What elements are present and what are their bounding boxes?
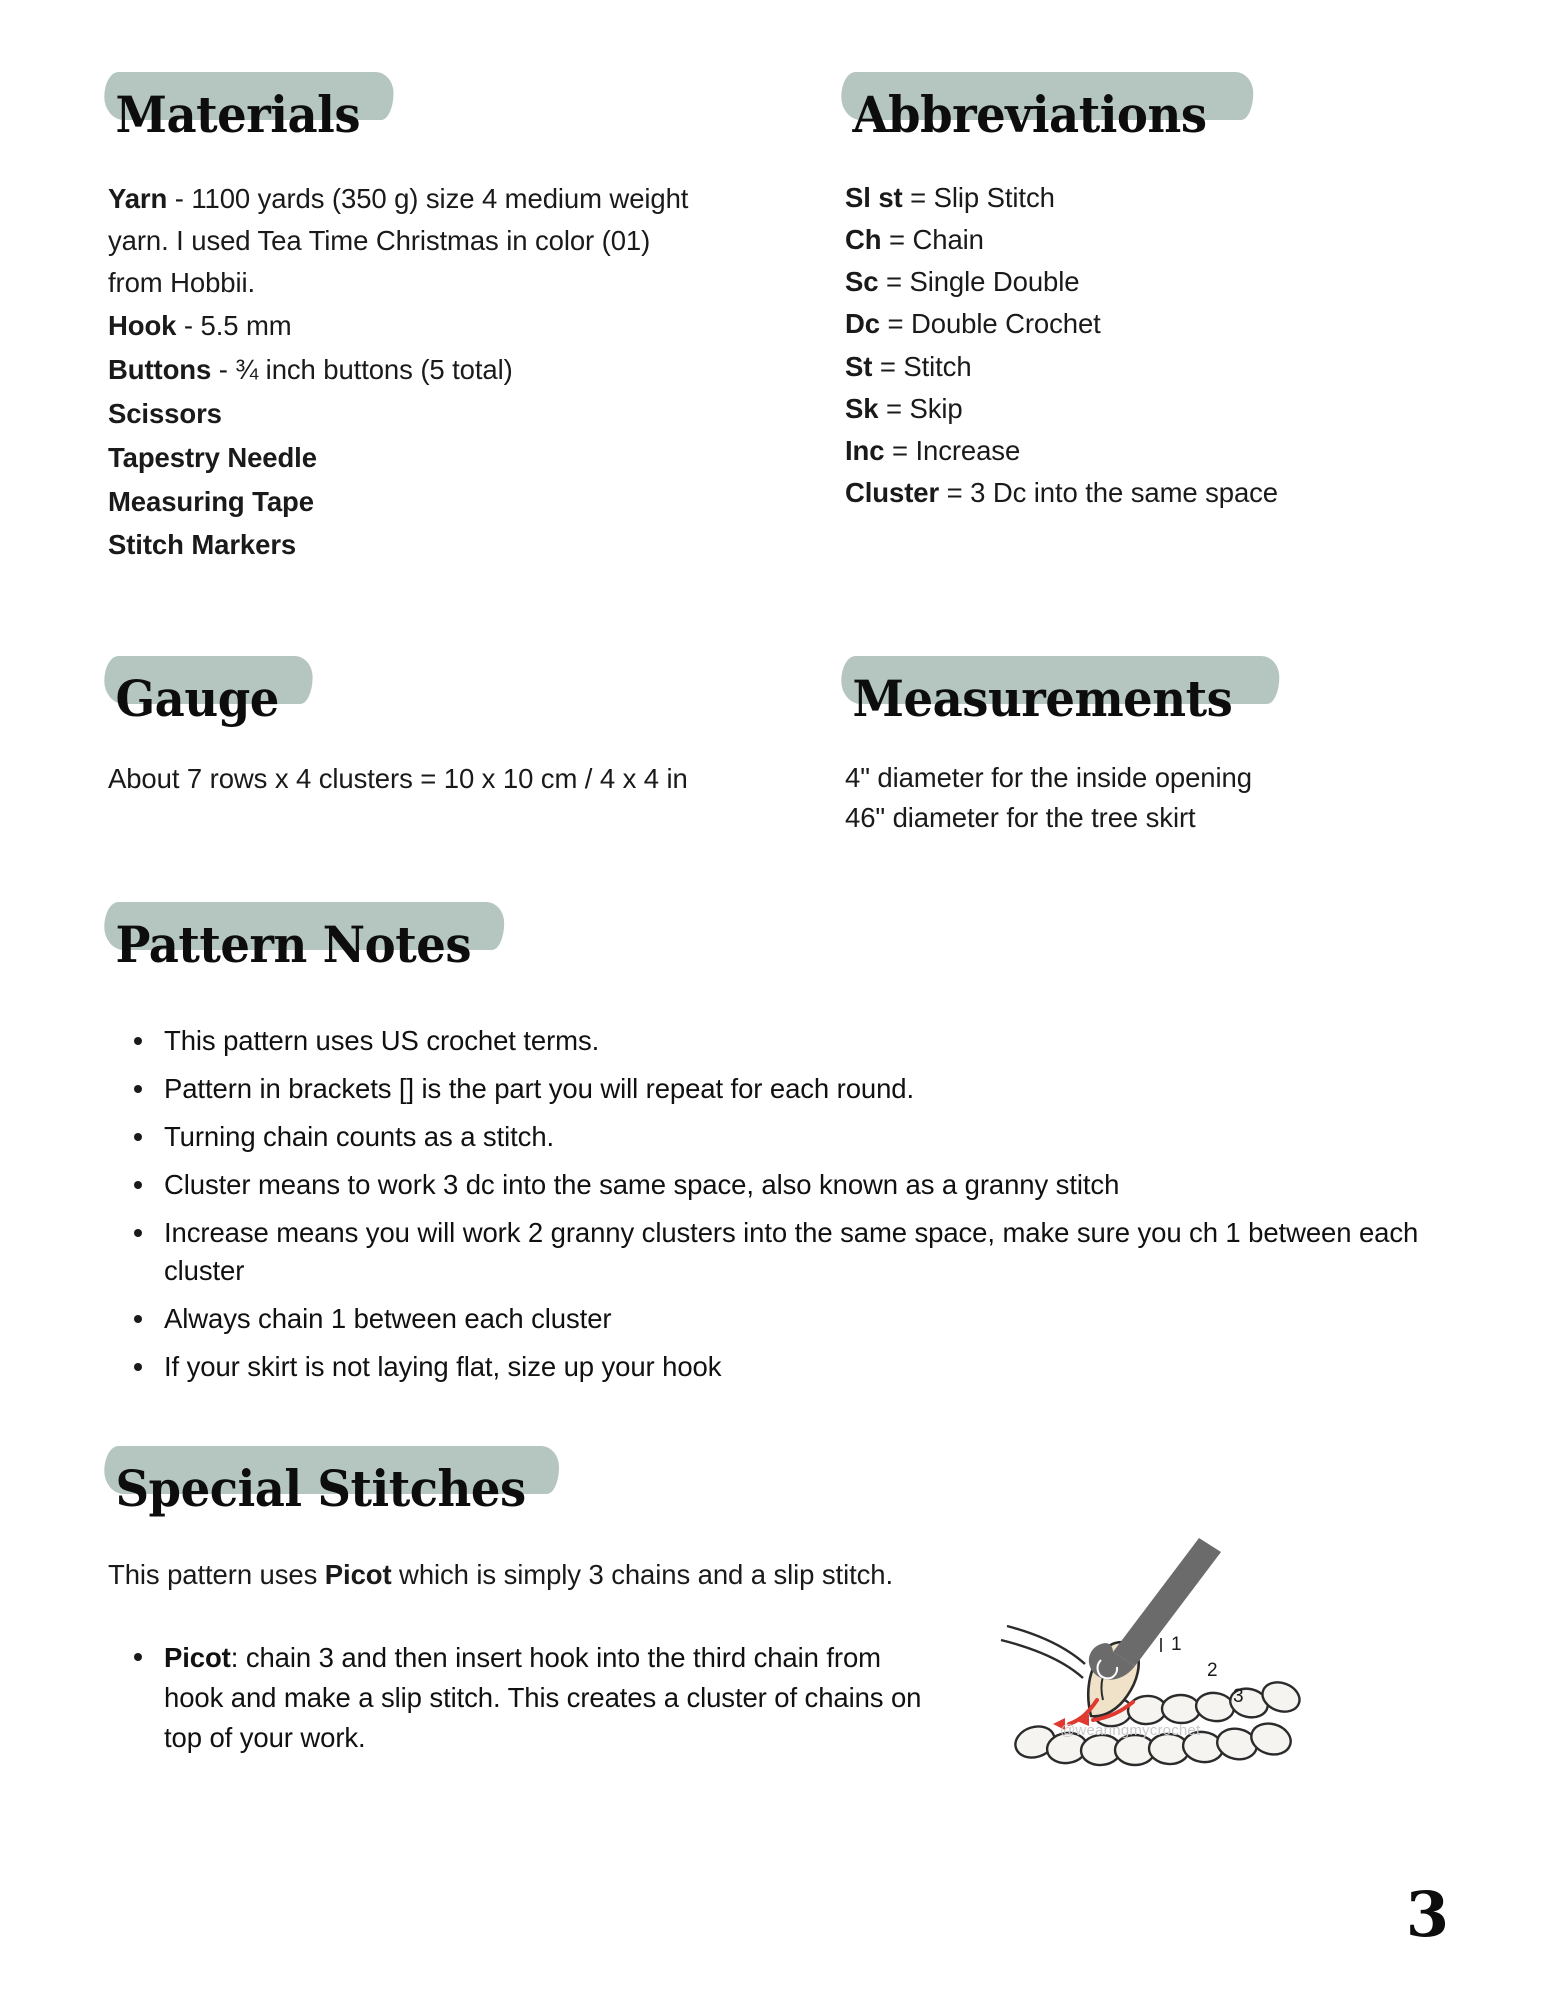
materials-heading: Materials — [108, 88, 369, 144]
materials-list — [108, 178, 708, 566]
material-label: Buttons — [108, 354, 212, 386]
intro-text-before: This pattern uses — [108, 1559, 325, 1590]
gauge-section — [108, 669, 728, 800]
special-stitch-description: : chain 3 and then insert hook into the third chain from hook and make a slip stitch. This creates a cluster of chains on top of your work. — [164, 1641, 922, 1753]
measurements-list — [845, 758, 1445, 838]
abbreviation-value: = Stitch — [872, 350, 972, 382]
pattern-note-item: Pattern in brackets [] is the part you will repeat for each round. — [160, 1070, 1448, 1108]
material-item-buttons — [108, 349, 708, 391]
abbreviation-value: = Double Crochet — [879, 308, 1101, 340]
gauge-heading: Gauge — [108, 672, 288, 728]
abbreviation-row — [845, 431, 1445, 471]
abbreviation-key: Inc — [845, 434, 885, 466]
material-label: Tapestry Needle — [108, 441, 317, 473]
special-stitches-heading-row — [108, 1459, 938, 1518]
material-item-hook — [108, 305, 708, 347]
measurements-heading: Measurements — [845, 672, 1242, 728]
abbreviations-list — [845, 178, 1445, 513]
measurement-line: 46" diameter for the tree skirt — [845, 802, 1196, 834]
abbreviation-value: = Increase — [884, 434, 1021, 466]
material-detail: - ¾ inch buttons (5 total) — [211, 354, 513, 386]
material-label: Hook — [108, 310, 177, 342]
material-item-tapestry-needle — [108, 437, 708, 479]
measurements-section — [845, 669, 1445, 838]
pattern-note-item: If your skirt is not laying flat, size up your hook — [160, 1348, 1448, 1386]
materials-heading-row — [108, 85, 708, 144]
abbreviation-row — [845, 262, 1445, 302]
abbreviation-value: = Skip — [878, 392, 963, 424]
abbreviation-row — [845, 304, 1445, 344]
illustration-label-1: 1 — [1171, 1634, 1182, 1655]
materials-section — [108, 85, 708, 568]
abbreviation-row — [845, 220, 1445, 260]
abbreviations-heading-row — [845, 85, 1445, 144]
material-item-stitch-markers — [108, 524, 708, 566]
gauge-heading-row — [108, 669, 728, 728]
special-stitches-section — [108, 1459, 938, 1765]
picot-stitch-illustration — [985, 1530, 1355, 1800]
material-detail: - 1100 yards (350 g) size 4 medium weight yarn. I used Tea Time Christmas in color (01) from Hobbii. — [108, 183, 689, 298]
pattern-note-item: This pattern uses US crochet terms. — [160, 1022, 1448, 1060]
pattern-notes-heading: Pattern Notes — [108, 918, 480, 974]
abbreviations-section — [845, 85, 1445, 515]
intro-text-after: which is simply 3 chains and a slip stitch. — [391, 1559, 894, 1590]
measurement-line: 4" diameter for the inside opening — [845, 762, 1252, 793]
special-stitches-intro — [108, 1554, 938, 1596]
intro-text-bold: Picot — [324, 1559, 392, 1590]
abbreviation-key: Dc — [845, 308, 880, 340]
abbreviation-row — [845, 389, 1445, 429]
material-item-measuring-tape — [108, 481, 708, 523]
abbreviation-value: = 3 Dc into the same space — [939, 476, 1278, 508]
special-stitch-name: Picot — [164, 1641, 231, 1673]
special-stitches-heading: Special Stitches — [108, 1462, 535, 1518]
material-detail: - 5.5 mm — [176, 310, 292, 342]
gauge-text: About 7 rows x 4 clusters = 10 x 10 cm / 4 x 4 in — [108, 763, 688, 794]
abbreviation-key: St — [845, 350, 873, 382]
pattern-notes-section — [108, 915, 1448, 1396]
abbreviation-row — [845, 178, 1445, 218]
material-item-yarn — [108, 178, 708, 303]
measurements-heading-row — [845, 669, 1445, 728]
pattern-note-item: Cluster means to work 3 dc into the same space, also known as a granny stitch — [160, 1166, 1448, 1204]
illustration-label-2: 2 — [1207, 1660, 1218, 1681]
abbreviation-key: Ch — [845, 224, 882, 256]
abbreviation-row — [845, 473, 1445, 513]
abbreviation-value: = Chain — [881, 224, 984, 256]
pattern-note-item: Increase means you will work 2 granny clusters into the same space, make sure you ch 1 between each cluster — [160, 1214, 1448, 1290]
special-stitches-list — [108, 1638, 938, 1758]
material-label: Scissors — [108, 397, 222, 429]
material-label: Measuring Tape — [108, 485, 314, 517]
special-stitch-item-picot — [160, 1638, 938, 1758]
abbreviation-key: Cluster — [845, 476, 940, 508]
pattern-notes-heading-row — [108, 915, 1448, 974]
abbreviation-key: Sl st — [845, 182, 903, 213]
abbreviations-heading: Abbreviations — [845, 88, 1216, 144]
abbreviation-key: Sk — [845, 392, 879, 424]
material-label: Yarn — [108, 183, 168, 214]
material-label: Stitch Markers — [108, 529, 297, 561]
abbreviation-row — [845, 347, 1445, 387]
material-item-scissors — [108, 393, 708, 435]
abbreviation-key: Sc — [845, 266, 879, 298]
pattern-notes-list — [108, 1022, 1448, 1386]
abbreviation-value: = Slip Stitch — [902, 182, 1055, 213]
watermark: @wearingmycrochet — [1060, 1722, 1201, 1739]
pattern-note-item: Always chain 1 between each cluster — [160, 1300, 1448, 1338]
abbreviation-value: = Single Double — [878, 266, 1080, 298]
pattern-note-item: Turning chain counts as a stitch. — [160, 1118, 1448, 1156]
illustration-label-3: 3 — [1233, 1686, 1244, 1707]
page-number: 3 — [1405, 1878, 1449, 1951]
